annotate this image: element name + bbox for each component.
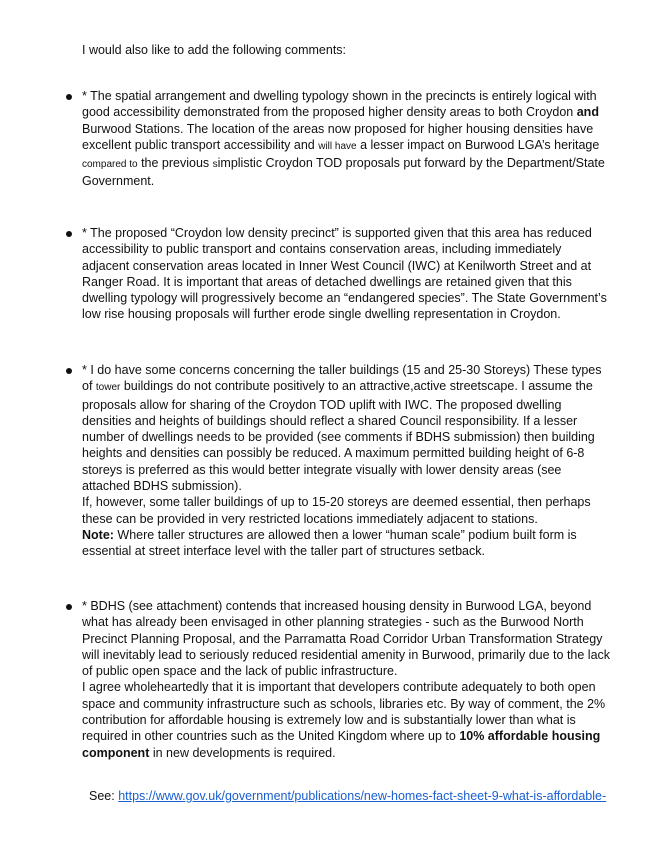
comment-text: buildings do not contribute positively to an attractive,active streetscape. I assume the proposals allow for sharing of the Croydon TOD uplift with IWC. The proposed dwelling densities and heights of buildings should reflect a shared Council responsibility. If a lesser number of dwellings needs to be provided (see comments if BDHS submission) then building heights and densities can possibly be reduced. A maximum permitted building height of 6-8 storeys is preferred as this would better integrate visually with lower density areas (see attached BDHS submission). — [82, 379, 595, 494]
comment-item-spatial — [66, 88, 611, 190]
bullet-icon — [66, 231, 72, 237]
comment-text: * The proposed “Croydon low density precinct” is supported given that this area has reduced accessibility to public transport and contains conservation areas, including immediately adjacent conservation areas located in Inner West Council (IWC) at Kenilworth Street and at Ranger Road. It is important that areas of detached dwellings are retained given that this dwelling typology will progressively become an “endangered species”. The State Government’s low rise housing proposals will further erode single dwelling representation in Croydon. — [82, 226, 607, 322]
comment-text: * I do have some concerns concerning the taller buildings (15 and 25-30 Storeys) These types of — [82, 363, 602, 394]
comment-item-low-density — [66, 225, 611, 323]
note-text: Where taller structures are allowed then a lower “human scale” podium built form is essential at street interface level with the taller part of structures setback. — [82, 527, 577, 559]
reference-link[interactable]: https://www.gov.uk/government/publications/new-homes-fact-sheet-9-what-is-affordable- — [118, 789, 607, 803]
comment-item-taller-buildings — [66, 362, 611, 560]
comment-text: I agree wholeheartedly that it is important that developers contribute adequately to both open space and community infrastructure such as schools, libraries etc. By way of comment, the 2% contribution for affordable housing is extremely low and is substantially lower than what is required in other countries such as the United Kingdom where up to — [82, 680, 606, 744]
bold-text: 10% affordable housing component — [82, 729, 601, 760]
comment-text: implistic Croydon TOD proposals put forward by the Department/State Government. — [82, 156, 605, 189]
bullet-icon — [66, 604, 72, 610]
small-text: will have — [318, 140, 357, 152]
small-text: s — [212, 159, 218, 171]
comment-text: Burwood Stations. The location of the areas now proposed for higher housing densities have excellent public transport accessibility and — [82, 121, 594, 152]
bullet-icon — [66, 94, 72, 100]
see-reference — [89, 788, 606, 804]
bold-text: and — [576, 105, 599, 120]
small-text: compared to — [82, 159, 138, 171]
comment-text: in new developments is required. — [149, 745, 336, 760]
comment-item-bdhs — [66, 598, 611, 761]
comment-text: * BDHS (see attachment) contends that increased housing density in Burwood LGA, beyond what has already been envisaged in other planning strategies - such as the Burwood North Precinct Planning Proposal, and the Parramatta Road Corridor Urban Transformation Strategy will inevitably lead to seriously reduced residential amenity in Burwood, primarily due to the lack of public open space and the lack of public infrastructure. — [82, 599, 611, 679]
note-label: Note: — [82, 527, 114, 542]
intro-text: I would also like to add the following comments: — [82, 43, 347, 57]
comment-text: * The spatial arrangement and dwelling typology shown in the precincts is entirely logical with good accessibility demonstrated from the proposed higher density areas to both Croydon — [82, 89, 597, 120]
bullet-icon — [66, 368, 72, 374]
comment-text: a lesser impact on Burwood LGA’s heritage — [356, 137, 600, 152]
see-label: See: — [89, 789, 119, 803]
small-text: tower — [95, 382, 121, 394]
comment-text: the previous — [137, 156, 213, 171]
comment-text: If, however, some taller buildings of up to 15-20 storeys are deemed essential, then perhaps these can be provided in very restricted locations immediately adjacent to stations. — [82, 495, 591, 526]
